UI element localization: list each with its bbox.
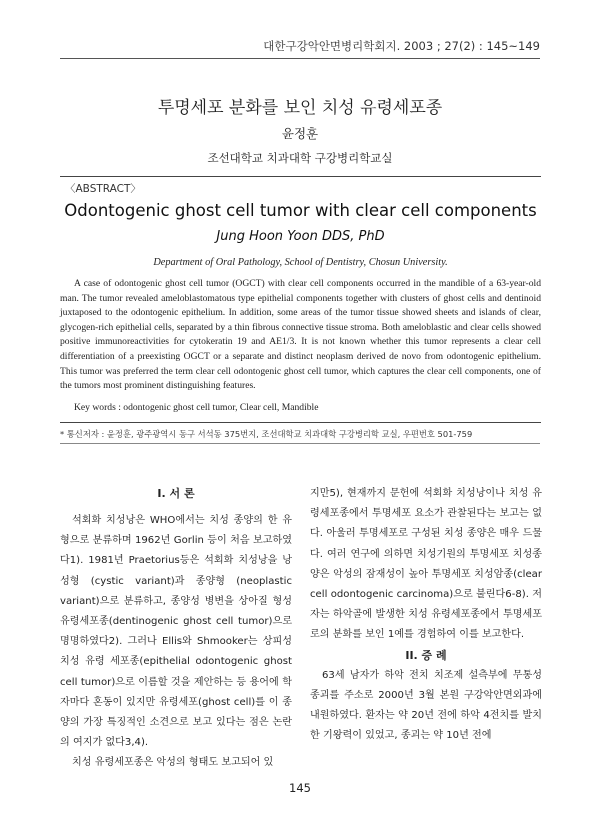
article-title-korean: 투명세포 분화를 보인 치성 유령세포종 <box>157 98 443 118</box>
keywords: Key words : odontogenic ghost cell tumor, Clear cell, Mandible <box>74 402 319 413</box>
article-title-english: Odontogenic ghost cell tumor with clear cell components <box>64 201 537 220</box>
author-english: Jung Hoon Yoon DDS, PhD <box>216 229 385 244</box>
introduction-paragraph: 석회화 치성낭은 WHO에서는 치성 종양의 한 유형으로 분류하며 1962년 Gorlin 등이 처음 보고하였다1). 1981년 Praetorius등은 석회화 치성낭을 낭성형 (cystic variant)과 종양형 (neoplastic variant)으로 분류하고, 종양성 병변을 상아질 형성 유령세포종(dentinogenic ghost cell tumor)으로 명명하였다2). 그러나 Ellis와 Shmooker는 상피성 치성 유령 세포종(epithelial odontogenic ghost cell tumor)으로 이름할 것을 제안하는 등 용어에 학자마다 혼동이 있지만 유령세포(ghost cell)를 이 종양의 가장 특징적인 소견으로 보고 있다는 점은 논란의 여지가 없다3,4). <box>60 515 292 749</box>
department: Department of Oral Pathology, School of Dentistry, Chosun University. <box>153 257 448 268</box>
case-paragraph: 63세 남자가 하악 전치 치조제 설측부에 무통성 종괴를 주소로 2000년 3월 본원 구강악안면외과에 내원하였다. 환자는 약 20년 전에 하악 4전치를 발치한 기왕력이 있었고, 종괴는 약 10년 전에 <box>310 669 542 742</box>
left-column <box>60 485 292 774</box>
introduction-continuation: 지만5), 현재까지 문헌에 석회화 치성낭이나 치성 유령세포종에서 투명세포 요소가 관찰된다는 보고는 없다. 아울러 투명세포로 구성된 치성 종양은 매우 드물다. 여러 연구에 의하면 치성기원의 투명세포 치성종양은 악성의 잠재성이 높아 투명세포 치성암종(clear cell odontogenic carcinoma)으로 불린다6-8). 저자는 하악골에 발생한 치성 유령세포종에서 투명세포로의 분화를 보인 1예를 경험하여 이를 보고한다. <box>310 488 542 641</box>
header-rule <box>60 58 540 59</box>
footnote-rule <box>60 443 540 444</box>
abstract-text: A case of odontogenic ghost cell tumor (OGCT) with clear cell components occurred in the mandible of a 63-year-old man. The tumor revealed ameloblastomatous type epithelial components together with clusters of ghost cells and dentinoid juxtaposed to the odontogenic epithelium. In addition, some areas of the tumor tissue showed sheets and islands of clear, glycogen-rich epithelial cells, separated by a thin fibrous connective tissue stroma. Both ameloblastic and clear cells showed positive immunoreactivities for cytokeratin 19 and AE1/3. It is not known whether this tumor represents a clear cell differentiation of a preexisting OGCT or a separate and distinct neoplasm derived de novo from odontogenic epithelium. This tumor was preferred the term clear cell odontogenic ghost cell tumor, which captures the clear cell components, one of the tumors most prominent distinguishing features. <box>60 278 541 392</box>
journal-citation: 대한구강악안면병리학회지. 2003 ; 27(2) : 145~149 <box>263 39 540 53</box>
section-heading-case-report: II. 증 례 <box>405 648 447 662</box>
section-heading-introduction: I. 서 론 <box>157 487 195 500</box>
affiliation-korean: 조선대학교 치과대학 구강병리학교실 <box>207 151 393 165</box>
page-number: 145 <box>289 781 311 795</box>
abstract-label: 〈ABSTRACT〉 <box>65 183 141 195</box>
introduction-paragraph: 치성 유령세포종은 악성의 형태도 보고되어 있 <box>72 757 274 769</box>
abstract-box <box>60 176 541 423</box>
right-column <box>310 484 542 746</box>
author-korean: 윤정훈 <box>281 126 319 141</box>
corresponding-author-footnote: * 통신저자 : 윤정훈, 광주광역시 동구 서석동 375번지, 조선대학교 치과대학 구강병리학 교실, 우편번호 501-759 <box>60 429 473 439</box>
